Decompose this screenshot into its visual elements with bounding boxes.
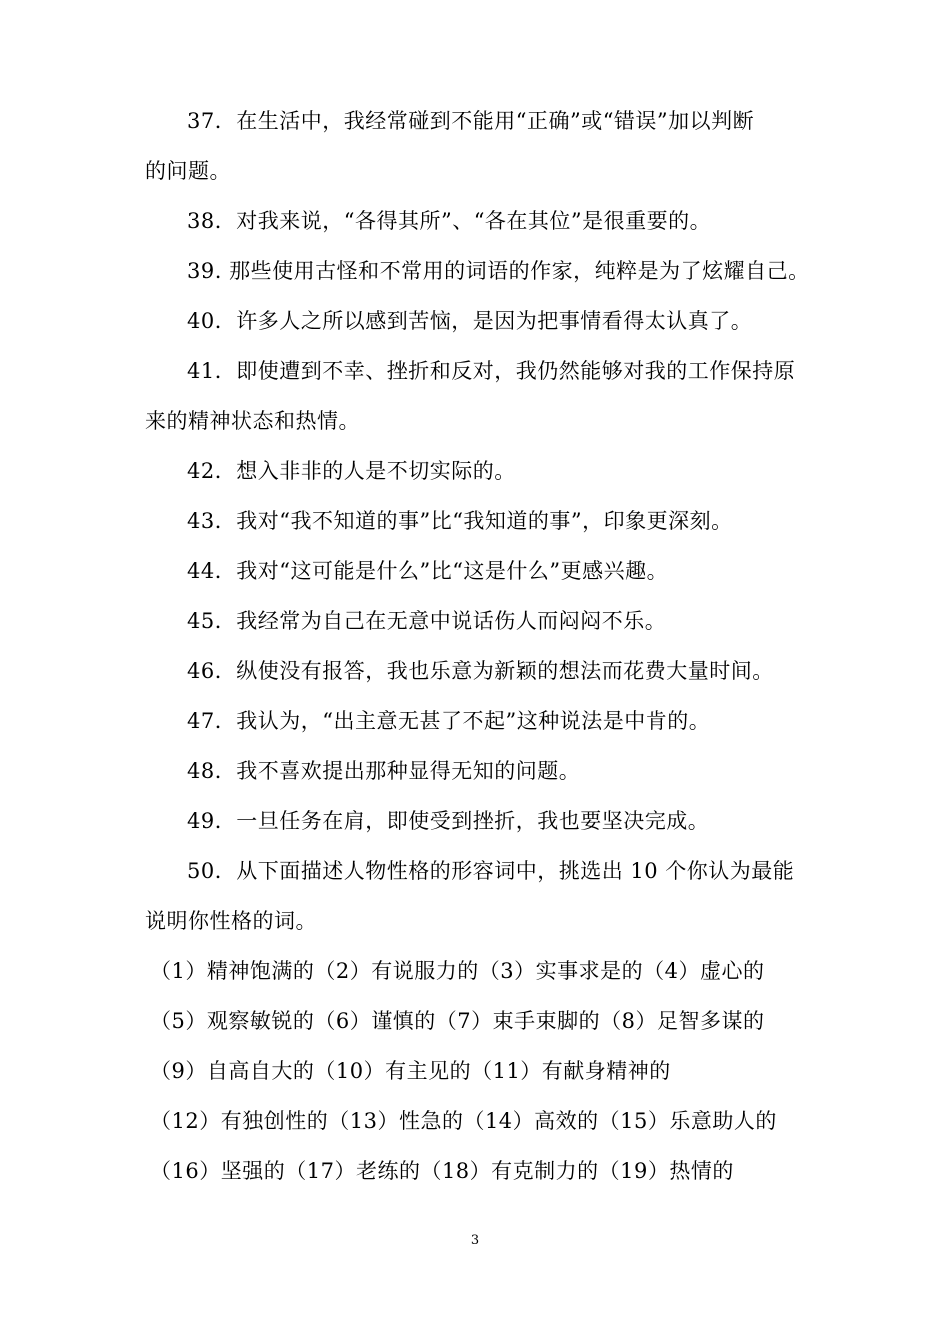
question-50-line-2: 说明你性格的词。 — [145, 909, 317, 933]
question-42: 42．想入非非的人是不切实际的。 — [187, 459, 516, 483]
adjective-options-line: （9）自高自大的（10）有主见的（11）有献身精神的 — [150, 1059, 671, 1083]
question-43: 43．我对“我不知道的事”比“我知道的事”，印象更深刻。 — [187, 509, 733, 533]
question-48: 48．我不喜欢提出那种显得无知的问题。 — [187, 759, 581, 783]
question-38: 38．对我来说，“各得其所”、“各在其位”是很重要的。 — [187, 209, 712, 233]
question-40: 40．许多人之所以感到苦恼，是因为把事情看得太认真了。 — [187, 309, 753, 333]
adjective-options-line: （12）有独创性的（13）性急的（14）高效的（15）乐意助人的 — [150, 1109, 777, 1133]
question-37-line-1: 37．在生活中，我经常碰到不能用“正确”或“错误”加以判断 — [187, 109, 755, 133]
question-45: 45．我经常为自己在无意中说话伤人而闷闷不乐。 — [187, 609, 667, 633]
question-47: 47．我认为，“出主意无甚了不起”这种说法是中肯的。 — [187, 709, 711, 733]
adjective-options-line: （16）坚强的（17）老练的（18）有克制力的（19）热情的 — [150, 1159, 734, 1183]
question-41-line-1: 41．即使遭到不幸、挫折和反对，我仍然能够对我的工作保持原 — [187, 359, 796, 383]
question-37-line-2: 的问题。 — [145, 159, 231, 183]
question-44: 44．我对“这可能是什么”比“这是什么”更感兴趣。 — [187, 559, 669, 583]
adjective-options-line: （5）观察敏锐的（6）谨慎的（7）束手束脚的（8）足智多谋的 — [150, 1009, 765, 1033]
adjective-options-line: （1）精神饱满的（2）有说服力的（3）实事求是的（4）虚心的 — [150, 959, 765, 983]
question-46: 46．纵使没有报答，我也乐意为新颖的想法而花费大量时间。 — [187, 659, 774, 683]
question-39: 39. 那些使用古怪和不常用的词语的作家，纯粹是为了炫耀自己。 — [187, 259, 810, 283]
question-41-line-2: 来的精神状态和热情。 — [145, 409, 360, 433]
question-50-line-1: 50．从下面描述人物性格的形容词中，挑选出 10 个你认为最能 — [187, 859, 795, 883]
question-49: 49．一旦任务在肩，即使受到挫折，我也要坚决完成。 — [187, 809, 710, 833]
page-number: 3 — [470, 1233, 480, 1248]
